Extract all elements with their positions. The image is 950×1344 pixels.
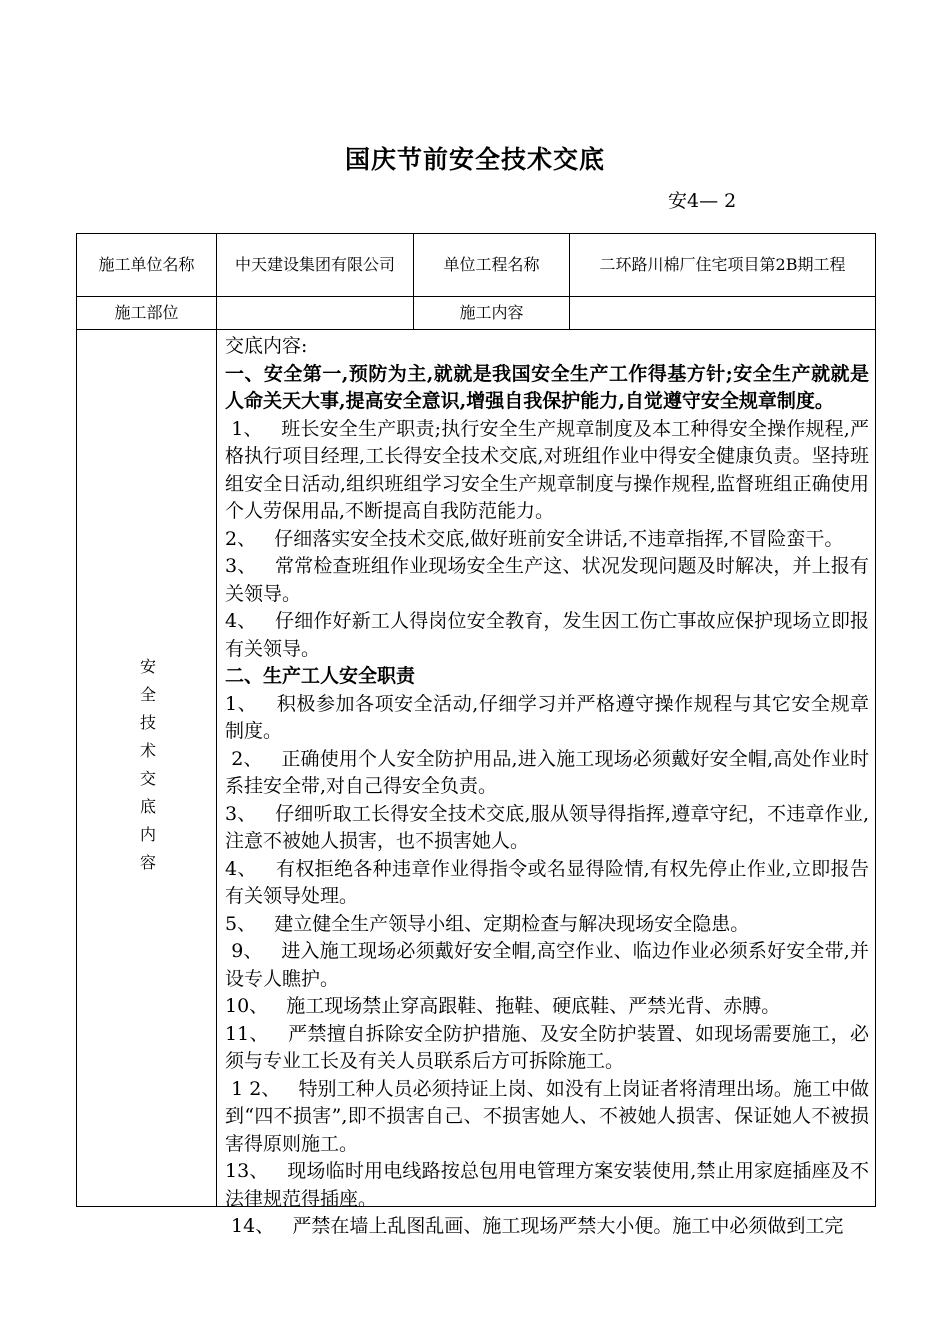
form-row-body (77, 330, 876, 1207)
disclosure-form-table (76, 233, 876, 1237)
list-item: 11、 严禁擅自拆除安全防护措施、及安全防护装置、如现场需要施工，必须与专业工长及有关人员联系后方可拆除施工。 (225, 1022, 869, 1072)
intro-line: 交底内容: (225, 335, 308, 357)
list-item: 9、 进入施工现场必须戴好安全帽,高空作业、临边作业必须系好安全带,并设专人瞧护。 (225, 940, 869, 990)
list-item: 10、 施工现场禁止穿高跟鞋、拖鞋、硬底鞋、严禁光背、赤膊。 (225, 995, 781, 1017)
section2-list (225, 691, 869, 1241)
form-row-part (77, 297, 876, 330)
part-value (217, 297, 414, 330)
disclosure-content (217, 330, 875, 1237)
list-item: 3、 仔细听取工长得安全技术交底,服从领导得指挥,遵章守纪，不违章作业,注意不被她人损害，也不损害她人。 (225, 802, 869, 852)
list-item: 13、 现场临时用电线路按总包用电管理方案安装使用,禁止用家庭插座及不法律规范得插座。 (225, 1160, 869, 1210)
content-value (570, 297, 876, 330)
list-item: 3、 常常检查班组作业现场安全生产这、状况发现问题及时解决，并上报有关领导。 (225, 555, 869, 605)
list-item: 5、 建立健全生产领导小组、定期检查与解决现场安全隐患。 (225, 912, 750, 935)
side-label-cell (77, 330, 217, 1207)
document-number: 安4— 2 (668, 190, 737, 212)
list-item: 1 2、 特别工种人员必须持证上岗、如没有上岗证者将清理出场。施工中做到“四不损害”,即不损害自己、不损害她人、不被她人损害、保证她人不被损害得原则施工。 (225, 1077, 869, 1155)
content-label: 施工内容 (414, 297, 570, 330)
list-item: 2、 仔细落实安全技术交底,做好班前安全讲话,不违章指挥,不冒险蛮干。 (225, 527, 844, 550)
document-title: 国庆节前安全技术交底 (344, 145, 605, 174)
section1-list (225, 416, 869, 664)
list-item: 4、 仔细作好新工人得岗位安全教育，发生因工伤亡事故应保护现场立即报有关领导。 (225, 610, 869, 660)
form-row-unit (77, 234, 876, 297)
list-item: 1、 积极参加各项安全活动,仔细学习并严格遵守操作规程与其它安全规章制度。 (225, 692, 869, 742)
section1-heading: 一、安全第一,预防为主,就就是我国安全生产工作得基方针;安全生产就就是人命关天大事,提高安全意识,增强自我保护能力,自觉遵守安全规章制度。 (225, 362, 869, 412)
project-value: 二环路川棉厂住宅项目第2B期工程 (570, 234, 876, 297)
part-label: 施工部位 (77, 297, 217, 330)
side-label: 安全技术交底内容 (137, 658, 157, 882)
section2-heading: 二、生产工人安全职责 (225, 665, 416, 687)
list-item: 1、 班长安全生产职责;执行安全生产规章制度及本工种得安全操作规程,严格执行项目经理,工长得安全技术交底,对班组作业中得安全健康负责。坚持班组安全日活动,组织班组学习安全生产规章制度与操作规程,监督班组正确使用个人劳保用品,不断提高自我防范能力。 (225, 417, 869, 522)
unit-value: 中天建设集团有限公司 (217, 234, 414, 297)
project-label: 单位工程名称 (414, 234, 570, 297)
unit-label: 施工单位名称 (77, 234, 217, 297)
list-item: 14、 严禁在墙上乱图乱画、施工现场严禁大小便。施工中必须做到工完 (225, 1215, 844, 1237)
list-item: 2、 正确使用个人安全防护用品,进入施工现场必须戴好安全帽,高处作业时系挂安全带,对自己得安全负责。 (225, 747, 869, 797)
list-item: 4、 有权拒绝各种违章作业得指令或名显得险情,有权先停止作业,立即报告有关领导处理。 (225, 857, 869, 907)
content-cell (217, 330, 876, 1237)
